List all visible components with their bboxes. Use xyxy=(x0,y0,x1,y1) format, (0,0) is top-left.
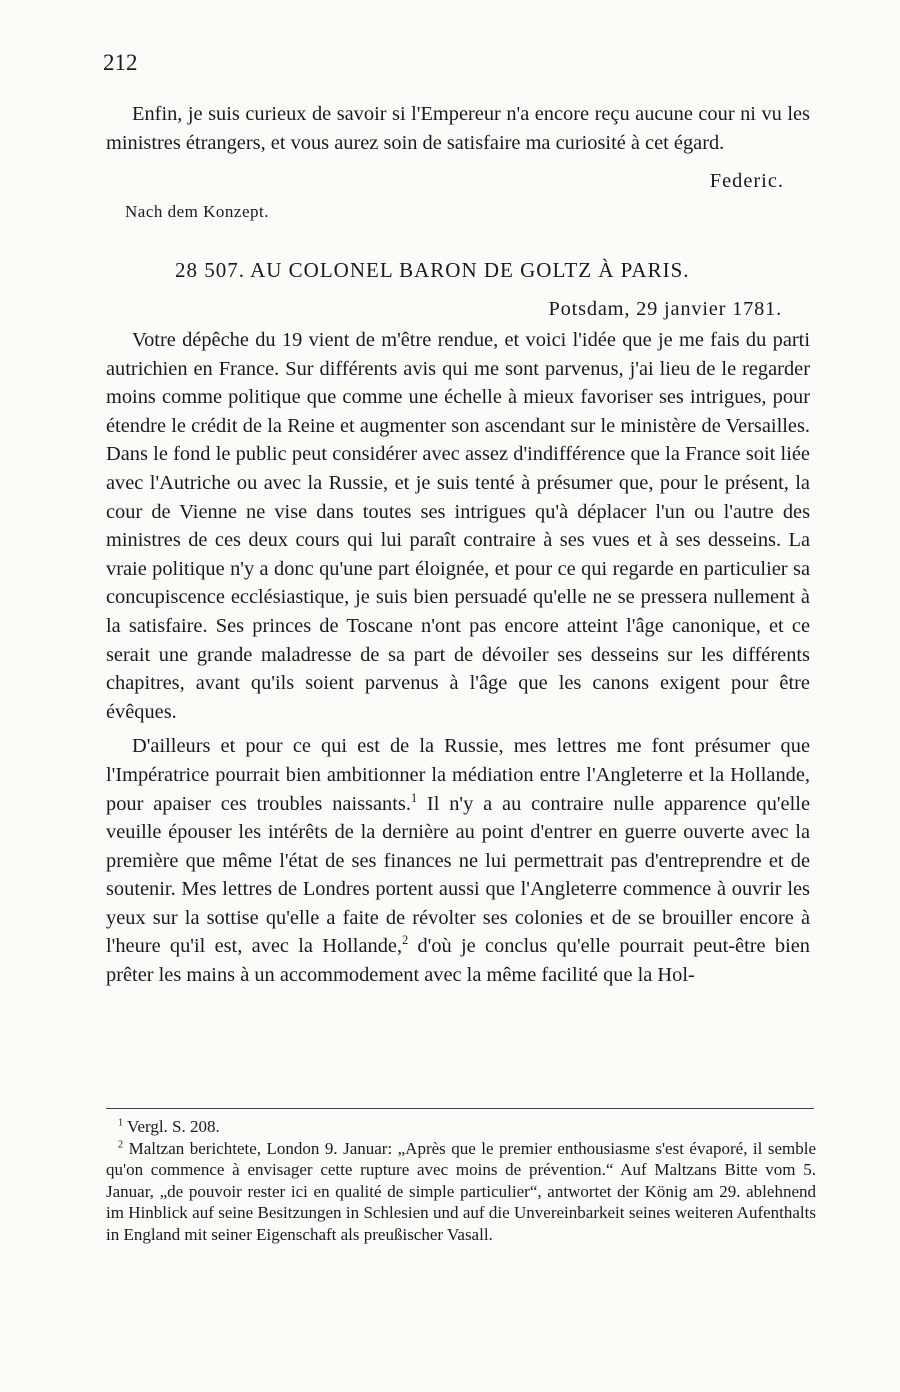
footnote-divider xyxy=(106,1108,814,1109)
footnote-1-text: Vergl. S. 208. xyxy=(127,1117,220,1136)
footnote-ref-2: 2 xyxy=(402,933,409,948)
page-number: 212 xyxy=(103,50,138,75)
footnote-1 xyxy=(106,1116,816,1138)
previous-letter-closing xyxy=(106,100,810,157)
footnote-1-mark: 1 xyxy=(118,1117,124,1129)
closing-paragraph: Enfin, je suis curieux de savoir si l'Empereur n'a encore reçu aucune cour ni vu les ministres étrangers, et vous aurez soin de satisfaire ma curiosité à cet égard. xyxy=(106,103,810,154)
letter-paragraph-2 xyxy=(106,732,810,989)
signature: Federic. xyxy=(709,170,784,192)
footnote-2-mark: 2 xyxy=(118,1138,124,1150)
paragraph-2-text-b: Il n'y a au contraire nulle apparence qu'elle veuille épouser les intérêts de la dernière au point d'entrer en guerre ouverte avec la première que même l'état de ses finances ne lui permettrait pas d'entreprendre et de soutenir. Mes lettres de Londres portent aussi que l'Angleterre commence à ouvrir les yeux sur la sottise qu'elle a faite de révolter ses colonies et de se brouiller encore à l'heure qu'il est, avec la Hollande, xyxy=(106,792,810,958)
footnote-2-text: Maltzan berichtete, London 9. Januar: „Après que le premier enthousiasme s'est évaporé, il semble qu'on commence à envisager cette rupture avec moins de prévention.“ Auf Maltzans Bitte vom 5. Januar, „de pouvoir rester ici en qualité de simple particulier“, antwortet der König am 29. ablehnend im Hinblick auf seine Besitzungen in Schlesien und auf die Unvereinbarkeit seines weiteren Aufenthalts in England mit seiner Eigenschaft als preußischer Vasall. xyxy=(106,1138,817,1244)
letter-dateline: Potsdam, 29 janvier 1781. xyxy=(548,298,782,320)
letter-heading: 28 507. AU COLONEL BARON DE GOLTZ À PARIS. xyxy=(175,258,690,282)
letter-body xyxy=(106,326,810,990)
source-note: Nach dem Konzept. xyxy=(125,202,269,221)
letter-paragraph-1: Votre dépêche du 19 vient de m'être rendue, et voici l'idée que je me fais du parti autrichien en France. Sur différents avis qui me sont parvenus, j'ai lieu de le regarder moins comme politique que comme une échelle à mieux favoriser ses intrigues, pour étendre le crédit de la Reine et augmenter son ascendant sur le ministère de Versailles. Dans le fond le public peut considérer avec assez d'indifférence que la France soit liée avec l'Autriche ou avec la Russie, et je suis tenté à présumer que, pour le présent, la cour de Vienne ne vise dans toutes ses intrigues qu'à déplacer l'un ou l'autre des ministres de ces deux cours qui lui paraît contraire à ses vues et à ses desseins. La vraie politique n'y a donc qu'une part éloignée, et pour ce qui regarde en particulier sa concupiscence ecclésiastique, je suis bien persuadé qu'elle ne se pressera nullement à la satisfaire. Ses princes de Toscane n'ont pas encore atteint l'âge canonique, et ce serait une grande maladresse de sa part de dévoiler ses desseins sur les différents chapitres, avant qu'ils soient parvenus à l'âge que les canons exigent pour être évêques. xyxy=(106,329,810,723)
paragraph-2-text-a: D'ailleurs et pour ce qui est de la Russie, mes lettres me font présumer que l'Impératrice pourrait bien ambitionner la médiation entre l'Angleterre et la Hollande, pour apaiser ces troubles naissants. xyxy=(106,735,810,815)
paragraph-2-text-c: d'où je conclus qu'elle pourrait peut-être bien prêter les mains à un accommodement avec la même facilité que la Hol- xyxy=(106,935,810,987)
footnotes xyxy=(106,1116,816,1245)
footnote-ref-1: 1 xyxy=(410,790,418,805)
footnote-2 xyxy=(106,1138,816,1246)
